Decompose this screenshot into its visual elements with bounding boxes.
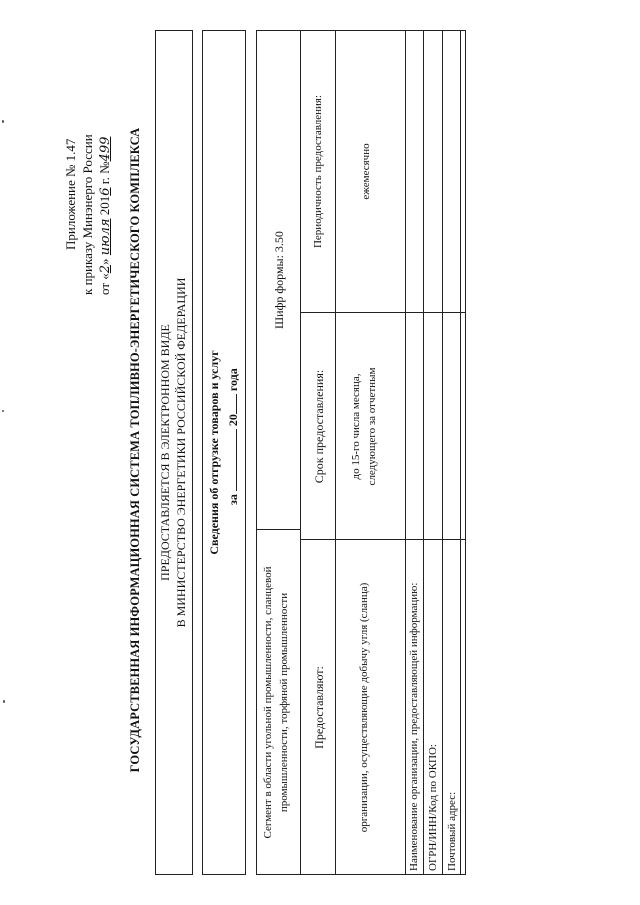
deadline-line2: следующего за отчетным (366, 367, 378, 486)
segment-line2: промышленности, торфяной промышленности (278, 592, 290, 813)
appendix-year-digit: 6 (98, 187, 113, 196)
appendix-number: Приложение № 1.47 (63, 138, 78, 250)
header-frequency: Периодичность предоставления: (312, 94, 324, 249)
header-providers: Предоставляют: (312, 666, 326, 749)
main-title: ГОСУДАРСТВЕННАЯ ИНФОРМАЦИОННАЯ СИСТЕМА ТОПЛИВНО-ЭНЕРГЕТИЧЕСКОГО КОМПЛЕКСА (128, 127, 142, 773)
report-title: Сведения об отгрузке товаров и услуг (207, 350, 221, 555)
scan-speck (3, 700, 5, 703)
year-blank (226, 394, 237, 414)
frequency-value: ежемесячно (360, 143, 372, 200)
period-blank (226, 429, 237, 491)
report-period: за 20 года (226, 368, 240, 505)
org-row-border-2 (442, 30, 443, 875)
appendix-order-number: 499 (98, 136, 113, 162)
segment-row-border (300, 30, 301, 875)
scan-speck (2, 120, 4, 123)
appendix-order: к приказу Минэнерго России (80, 134, 95, 295)
header-deadline: Срок предоставления: (312, 369, 326, 484)
deadline-line1: до 15-го числа месяца, (350, 373, 362, 480)
scan-speck (2, 410, 4, 412)
appendix-month: июля (98, 218, 113, 256)
org-name-label: Наименование организации, предоставляющей информацию: (408, 582, 420, 871)
header-row-border (335, 30, 336, 875)
form-code: Шифр формы: 3.50 (272, 231, 286, 329)
segment-line1: Сегмент в области угольной промышленности, сланцевой (262, 566, 274, 839)
org-ids-label: ОГРН/ИНН/Код по ОКПО: (427, 744, 439, 871)
org-row-border-1 (423, 30, 424, 875)
appendix-date-line: от «2» июля 2016 г. №499 (97, 136, 113, 295)
submission-line2: В МИНИСТЕРСТВО ЭНЕРГЕТИКИ РОССИЙСКОЙ ФЕДЕРАЦИИ (174, 277, 188, 628)
submission-line1: ПРЕДОСТАВЛЯЕТСЯ В ЭЛЕКТРОННОМ ВИДЕ (158, 324, 172, 581)
appendix-day: 2 (98, 264, 113, 274)
providers-value: организации, осуществляющие добычу угля (сланца) (358, 582, 370, 833)
org-address-label: Почтовый адрес: (446, 791, 458, 871)
